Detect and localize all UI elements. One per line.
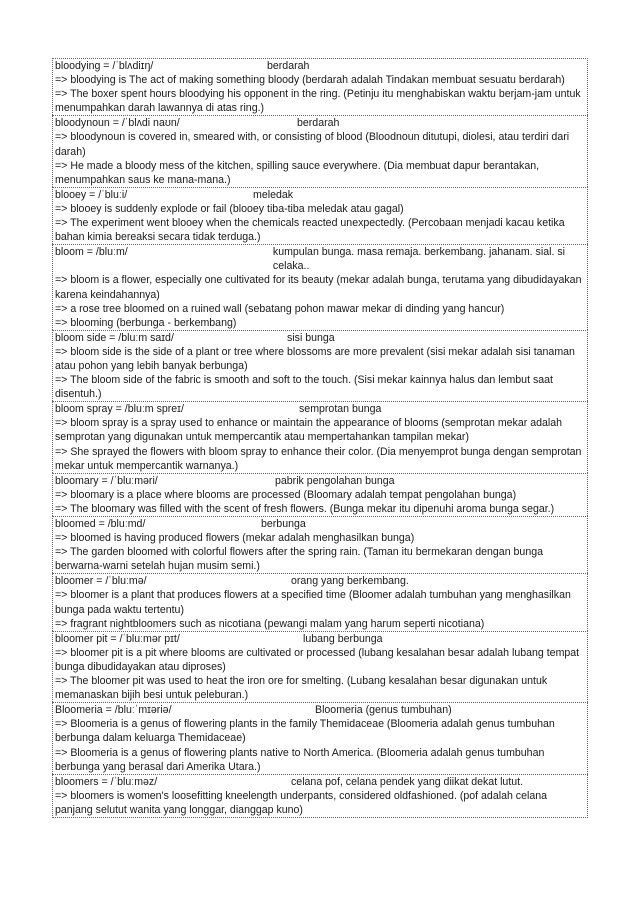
definition-line: => Bloomeria is a genus of flowering plants in the family Themidaceae (Bloomeria adalah genus tumbuhan berbunga dalam keluarga Themidaceae) [55,718,555,745]
translation: berdarah [267,60,310,72]
example-line: => The bloomer pit was used to heat the iron ore for smelting. (Lubang kesalahan besar digunakan untuk memanaskan bijih besi untuk peleburan.) [55,675,548,702]
entry-header [55,331,587,345]
example-line: => She sprayed the flowers with bloom spray to enhance their color. (Dia menyemprot bunga dengan semprotan mekar untuk mempercantik warnanya.) [55,445,582,472]
entry-header [55,775,587,789]
dictionary-entry [52,401,588,472]
entry-header [55,632,587,646]
headword-pronunciation: bloomers = /ˈbluːməz/ [55,775,158,788]
example-line: => The bloomary was filled with the scent of fresh flowers. (Bunga mekar itu dipenuhi aroma bunga segar.) [55,502,555,515]
definition-line: => bloodying is The act of making something bloody (berdarah adalah Tindakan membuat sesuatu berdarah) [55,74,565,87]
headword-pronunciation: bloomary = /ˈbluːməri/ [55,474,158,487]
example-line: => The boxer spent hours bloodying his opponent in the ring. (Petinju itu menghabiskan waktu berjam-jam untuk menumpahkan darah lawannya di atas ring.) [55,88,581,115]
example-line: => a rose tree bloomed on a ruined wall (sebatang pohon mawar mekar di dinding yang hancur) [55,302,505,315]
dictionary-entry [52,330,588,401]
translation: Bloomeria (genus tumbuhan) [315,704,452,717]
entry-header [55,703,587,717]
entry-header [55,574,587,588]
dictionary-entry [52,631,588,702]
example-line: => The garden bloomed with colorful flowers after the spring rain. (Taman itu bermekaran dengan bunga berwarna-warni setelah hujan musim semi.) [55,546,543,573]
definition-line: => bloomed is having produced flowers (mekar adalah menghasilkan bunga) [55,532,415,545]
entry-header [55,474,587,488]
example-line: => fragrant nightbloomers such as nicotiana (pewangi malam yang harum seperti nicotiana) [55,617,485,630]
dictionary-entry [52,573,588,630]
example-line: => Bloomeria is a genus of flowering plants native to North America. (Bloomeria adalah genus tumbuhan berbunga yang berasal dari Amerika Utara.) [55,746,545,773]
example-line: => The experiment went blooey when the chemicals reacted unexpectedly. (Percobaan menjadi kacau ketika bahan kimia bereaksi secara tidak terduga.) [55,217,565,244]
definition-line: => bloom is a flower, especially one cultivated for its beauty (mekar adalah bunga, terutama yang dibudidayakan karena keindahannya) [55,274,582,301]
definition-line: => bloodynoun is covered in, smeared with, or consisting of blood (Bloodnoun ditutupi, diolesi, atau terdiri dari darah) [55,131,570,158]
translation: berbunga [261,518,306,530]
translation: meledak [253,188,294,201]
translation: orang yang berkembang. [291,575,409,588]
headword-pronunciation: bloom = /bluːm/ [55,246,128,259]
entry-header [55,116,587,130]
dictionary-entry [52,516,588,573]
headword-pronunciation: bloom spray = /bluːm spreɪ/ [55,403,184,416]
definition-line: => bloomers is women's loosefitting kneelength underpants, considered oldfashioned. (pof adalah celana panjang selutut wanita yang longgar, dianggap kuno) [55,789,548,816]
headword-pronunciation: bloom side = /bluːm saɪd/ [55,331,174,344]
entry-header [55,188,587,202]
dictionary-entry [52,473,588,516]
definition-line: => bloom spray is a spray used to enhance or maintain the appearance of blooms (semprotan mekar adalah semprotan yang digunakan untuk mempercantik atau mempertahankan tampilan mekar) [55,417,563,444]
headword-pronunciation: bloodynoun = /ˈblʌdi naʊn/ [55,117,180,130]
definition-line: => bloomer pit is a pit where blooms are cultivated or processed (lubang kesalahan besar adalah lubang tempat bunga dibudidayakan atau diproses) [55,646,580,673]
headword-pronunciation: bloodying = /ˈblʌdiɪŋ/ [55,60,154,72]
example-line: => The bloom side of the fabric is smooth and soft to the touch. (Sisi mekar kainnya halus dan lembut saat disentuh.) [55,374,553,401]
entry-header [55,402,587,416]
entry-header [55,517,587,531]
translation: semprotan bunga [299,403,382,416]
headword-pronunciation: bloomer = /ˈbluːmə/ [55,575,147,588]
entry-header [55,245,587,273]
dictionary-entry [52,187,588,244]
translation: berdarah [297,117,340,130]
translation: lubang berbunga [303,632,383,645]
headword-pronunciation: bloomed = /bluːmd/ [55,518,146,530]
definition-line: => bloomary is a place where blooms are processed (Bloomary adalah tempat pengolahan bunga) [55,488,517,501]
headword-pronunciation: blooey = /ˈbluːi/ [55,188,128,201]
headword-pronunciation: bloomer pit = /ˈbluːmər pɪt/ [55,632,180,645]
dictionary-entry [52,774,588,818]
translation: pabrik pengolahan bunga [275,474,395,487]
dictionary-entry [52,58,588,115]
example-line: => He made a bloody mess of the kitchen, spilling sauce everywhere. (Dia membuat dapur berantakan, menumpahkan saus ke mana-mana.) [55,159,540,186]
definition-line: => blooey is suddenly explode or fail (blooey tiba-tiba meledak atau gagal) [55,202,404,215]
translation: sisi bunga [287,331,335,344]
definition-line: => bloom side is the side of a plant or tree where blossoms are more prevalent (sisi mekar adalah sisi tanaman atau pohon yang lebih banyak berbunga) [55,345,575,372]
translation: celana pof, celana pendek yang diikat dekat lutut. [291,775,524,788]
definition-line: => bloomer is a plant that produces flowers at a specified time (Bloomer adalah tumbuhan yang menghasilkan bunga pada waktu tertentu) [55,589,571,616]
translation: kumpulan bunga. masa remaja. berkembang. jahanam. sial. si celaka.. [272,246,565,273]
headword-pronunciation: Bloomeria = /bluːˈmɪəriə/ [55,704,172,717]
dictionary-entry [52,115,588,186]
dictionary-entry [52,244,588,330]
dictionary-entry [52,702,588,773]
entry-header [55,59,587,73]
dictionary-page [52,58,588,818]
example-line: => blooming (berbunga - berkembang) [55,316,237,329]
